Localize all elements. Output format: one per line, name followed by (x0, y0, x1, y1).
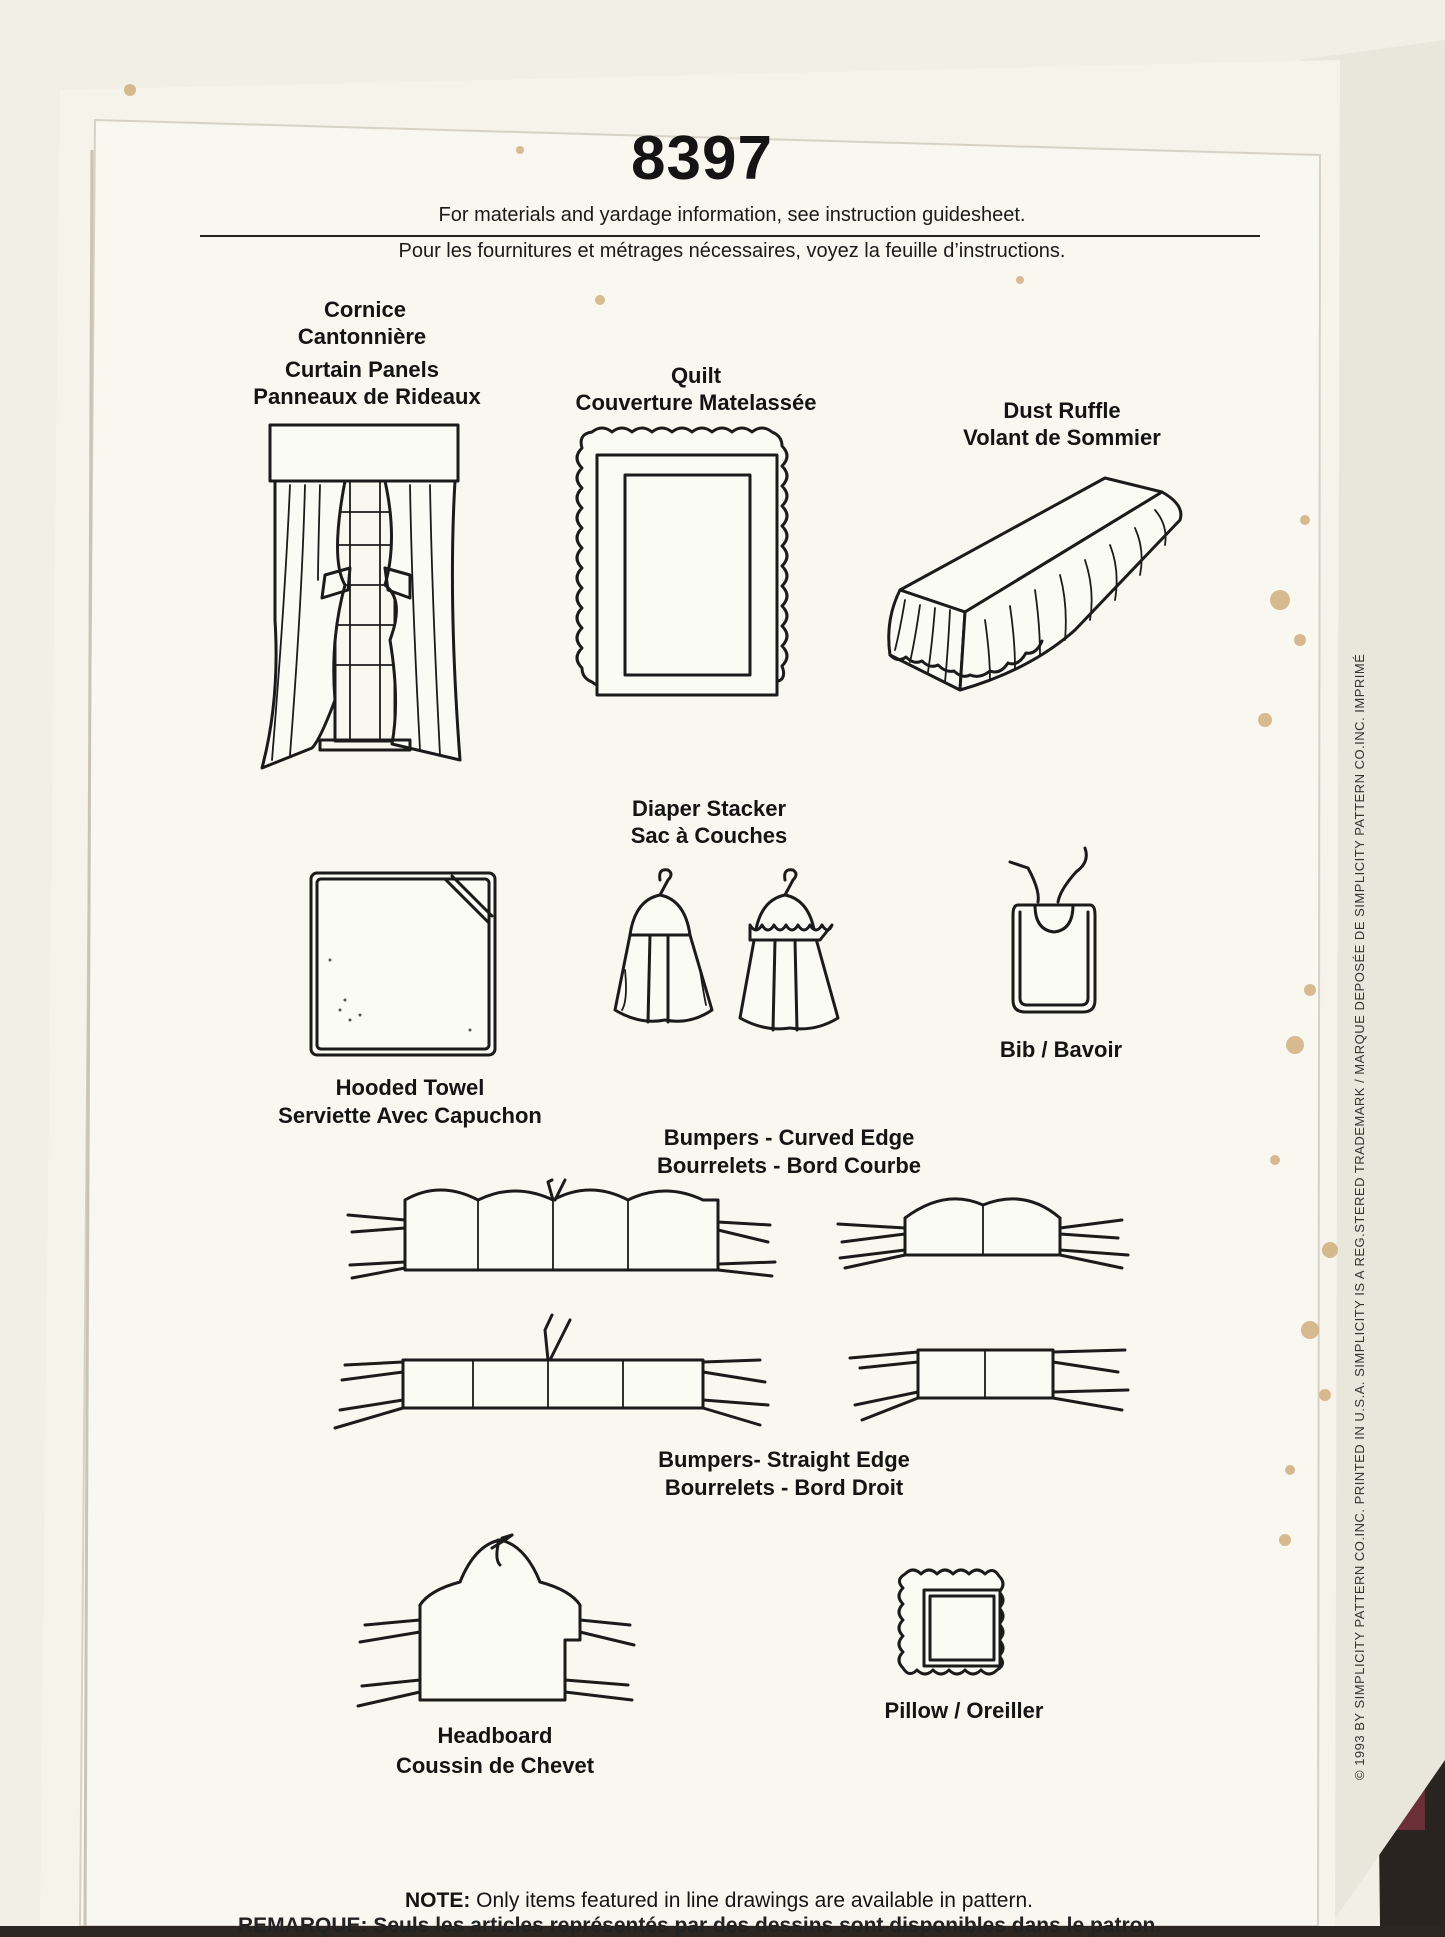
bib-drawing (1010, 848, 1095, 1012)
dust-ruffle-label-en: Dust Ruffle (1003, 398, 1121, 423)
headboard-drawing (358, 1535, 634, 1706)
bumper-straight-short-drawing (850, 1350, 1128, 1420)
bumpers-straight-label-en: Bumpers- Straight Edge (658, 1447, 910, 1472)
hooded-towel-label-en: Hooded Towel (335, 1075, 485, 1100)
hooded-towel-label-fr: Serviette Avec Capuchon (278, 1103, 542, 1128)
cornice-label-en: Cornice (324, 297, 406, 322)
headboard-label-fr: Coussin de Chevet (395, 1753, 595, 1778)
dust-ruffle-label-fr: Volant de Sommier (963, 425, 1161, 450)
pattern-number: 8397 (631, 124, 773, 193)
headboard-label-en: Headboard (437, 1723, 553, 1748)
cornice-label-fr: Cantonnière (297, 324, 427, 349)
pillow-drawing (899, 1570, 1003, 1674)
curtain-cornice-drawing (262, 425, 460, 768)
materials-note-english: For materials and yardage information, see instruction guidesheet. (438, 204, 1026, 226)
quilt-label-en: Quilt (670, 363, 722, 388)
note-body: Only items featured in line drawings are available in pattern. (470, 1889, 1033, 1912)
quilt-drawing (577, 428, 787, 695)
curtain-panels-label-en: Curtain Panels (284, 357, 440, 382)
bumper-curved-short-drawing (838, 1199, 1128, 1268)
diaper-stacker-drawing-1 (615, 870, 712, 1022)
note-label: NOTE: (405, 1889, 471, 1912)
quilt-label-fr: Couverture Matelassée (575, 390, 817, 415)
bib-label: Bib / Bavoir (999, 1037, 1123, 1062)
remarque-label: REMARQUE: (238, 1914, 368, 1937)
hooded-towel-drawing (311, 873, 495, 1055)
diaper-stacker-label-fr: Sac à Couches (630, 823, 788, 848)
copyright-vertical-text: © 1993 BY SIMPLICITY PATTERN CO.INC. PRINTED IN U.S.A. SIMPLICITY IS A REG.STERED TRADEMARK / MARQUE DEPOSÉE DE SIMPLICITY PATTERN CO.INC. IMPRIMÉ (1352, 653, 1367, 1780)
bumper-curved-long-drawing (348, 1180, 775, 1278)
bumpers-straight-label-fr: Bourrelets - Bord Droit (664, 1475, 904, 1500)
remarque-body: Seuls les articles représentés par des dessins sont disponibles dans le patron. (367, 1914, 1162, 1937)
diaper-stacker-drawing-2 (740, 870, 838, 1030)
bumpers-curved-label-fr: Bourrelets - Bord Courbe (656, 1153, 922, 1178)
materials-note-french: Pour les fournitures et métrages nécessaires, voyez la feuille d’instructions. (398, 240, 1066, 262)
diaper-stacker-label-en: Diaper Stacker (631, 796, 787, 821)
dust-ruffle-drawing (889, 478, 1181, 690)
bumpers-curved-label-en: Bumpers - Curved Edge (663, 1125, 915, 1150)
bumper-straight-long-drawing (335, 1315, 768, 1428)
pillow-label: Pillow / Oreiller (884, 1698, 1044, 1723)
curtain-panels-label-fr: Panneaux de Rideaux (253, 384, 481, 409)
